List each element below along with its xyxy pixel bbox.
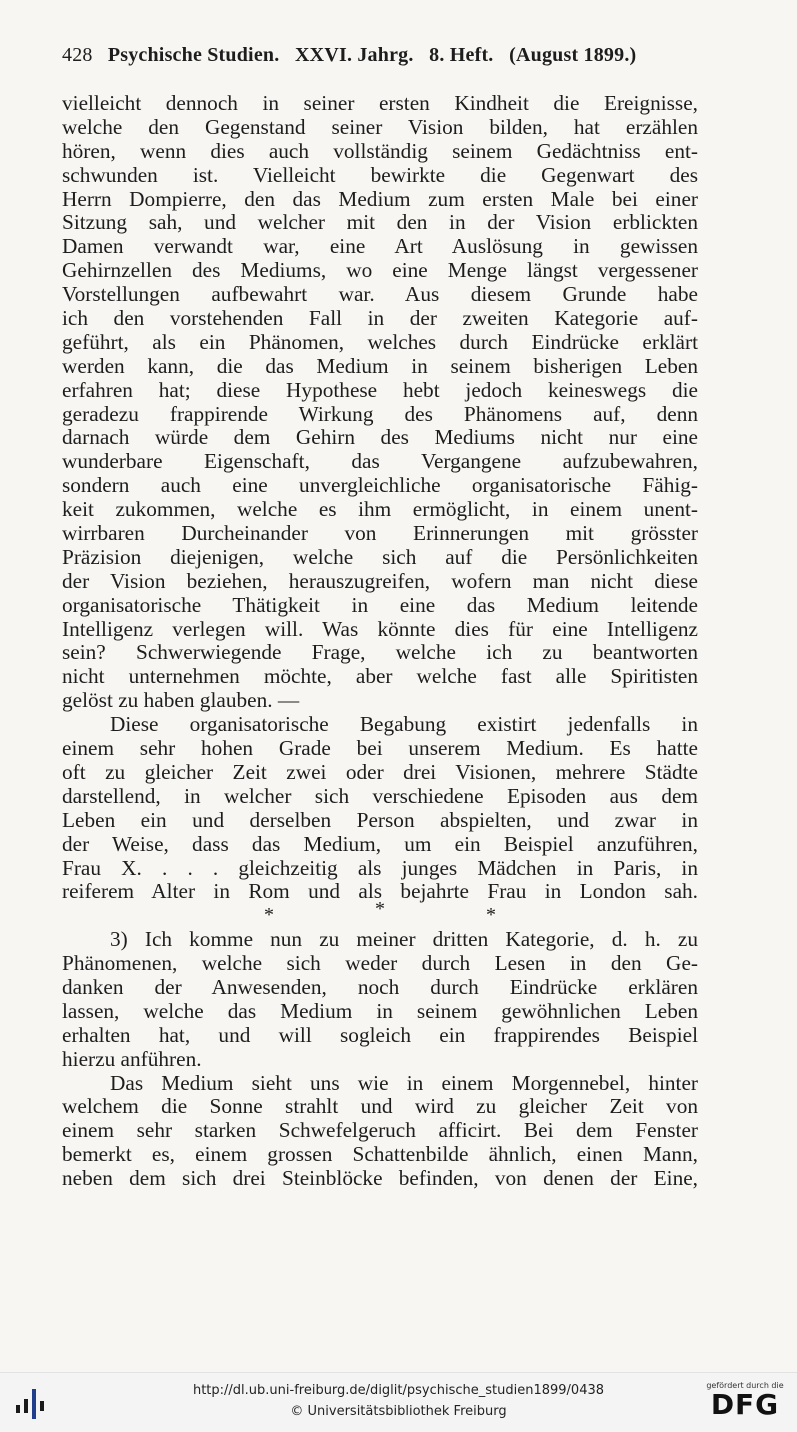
text-line: reiferem Alter in Rom und als bejahrte Frau in London sah. [62, 879, 698, 904]
page-number: 428 [62, 44, 93, 66]
text-line: welche den Gegenstand seiner Vision bilden, hat erzählen [62, 114, 698, 139]
copyright-notice: © Universitätsbibliothek Freiburg [290, 1404, 507, 1419]
volume-label: XXVI. Jahrg. [295, 44, 414, 66]
text-line: der Weise, dass das Medium, um ein Beispiel anzuführen, [62, 831, 698, 856]
issue-date: (August 1899.) [509, 44, 637, 66]
text-line: Präzision diejenigen, welche sich auf die Persönlichkeiten [62, 544, 698, 569]
text-line: bemerkt es, einem grossen Schattenbilde ähnlich, einen Mann, [62, 1142, 698, 1167]
text-line: schwunden ist. Vielleicht bewirkte die Gegenwart des [62, 162, 698, 187]
text-line: welchem die Sonne strahlt und wird zu gleicher Zeit von [62, 1094, 698, 1119]
text-line: neben dem sich drei Steinblöcke befinden, von denen der Eine, [62, 1166, 698, 1191]
text-line: wunderbare Eigenschaft, das Vergangene aufzubewahren, [62, 449, 698, 474]
section-separator [62, 898, 698, 928]
text-line: erfahren hat; diese Hypothese hebt jedoch keineswegs die [62, 377, 698, 402]
journal-title: Psychische Studien. [107, 44, 280, 66]
text-line: ich den vorstehenden Fall in der zweiten Kategorie auf- [62, 306, 698, 331]
text-line: organisatorische Thätigkeit in eine das Medium leitende [62, 592, 698, 617]
text-line: geführt, als ein Phänomen, welches durch Eindrücke erklärt [62, 329, 698, 354]
dfg-logo [700, 1381, 790, 1420]
text-line: Diese organisatorische Begabung existirt jedenfalls in [110, 712, 698, 737]
issue-label: 8. Heft. [429, 44, 494, 66]
text-line: Vorstellungen aufbewahrt war. Aus diesem Grunde habe [62, 282, 698, 307]
text-line: lassen, welche das Medium in seinem gewöhnlichen Leben [62, 998, 698, 1023]
text-line: Sitzung sah, und welcher mit den in der Vision erblickten [62, 210, 698, 235]
text-line: sein? Schwerwiegende Frage, welche ich zu beantworten [62, 640, 698, 665]
text-line: hören, wenn dies auch vollständig seinem Gedächtniss ent- [62, 138, 698, 163]
text-line: einem sehr starken Schwefelgeruch afficirt. Bei dem Fenster [62, 1118, 698, 1143]
text-line: Das Medium sieht uns wie in einem Morgennebel, hinter [110, 1070, 698, 1095]
text-line: 3) Ich komme nun zu meiner dritten Kategorie, d. h. zu [110, 927, 698, 952]
running-header [62, 44, 742, 67]
body-text [62, 92, 698, 1191]
dfg-funding-text: gefördert durch die [706, 1381, 784, 1390]
separator-asterisk: * [486, 904, 496, 927]
text-line: oft zu gleicher Zeit zwei oder drei Visionen, mehrere Städte [62, 759, 698, 784]
text-line: Herrn Dompierre, den das Medium zum ersten Male bei einer [62, 186, 698, 211]
text-line: Phänomenen, welche sich weder durch Lesen in den Ge- [62, 951, 698, 976]
separator-asterisk: * [375, 898, 385, 921]
text-line: der Vision beziehen, herauszugreifen, wofern man nicht diese [62, 568, 698, 593]
text-line: sondern auch eine unvergleichliche organisatorische Fähig- [62, 473, 698, 498]
text-line: wirrbaren Durcheinander von Erinnerungen mit grösster [62, 521, 698, 546]
text-line: darstellend, in welcher sich verschiedene Episoden aus dem [62, 783, 698, 808]
separator-asterisk: * [264, 904, 274, 927]
text-line: Frau X. . . . gleichzeitig als junges Mädchen in Paris, in [62, 855, 698, 880]
text-line: werden kann, die das Medium in seinem bisherigen Leben [62, 353, 698, 378]
text-line: Gehirnzellen des Mediums, wo eine Menge längst vergessener [62, 258, 698, 283]
text-line: Leben ein und derselben Person abspielten, und zwar in [62, 807, 698, 832]
text-line: erhalten hat, und will sogleich ein frappirendes Beispiel [62, 1022, 698, 1047]
text-line: keit zukommen, welche es ihm ermöglicht, in einem unent- [62, 497, 698, 522]
text-line: vielleicht dennoch in seiner ersten Kindheit die Ereignisse, [62, 91, 698, 115]
text-line: danken der Anwesenden, noch durch Eindrücke erklären [62, 974, 698, 999]
text-line: nicht unternehmen möchte, aber welche fast alle Spiritisten [62, 664, 698, 689]
text-line: darnach würde dem Gehirn des Mediums nicht nur eine [62, 425, 698, 450]
source-url-link[interactable]: http://dl.ub.uni-freiburg.de/diglit/psychische_studien1899/0438 [192, 1383, 605, 1398]
text-line: geradezu frappirende Wirkung des Phänomens auf, denn [62, 401, 698, 426]
text-line: hierzu anführen. [62, 1046, 202, 1071]
text-line: gelöst zu haben glauben. — [62, 688, 300, 713]
text-line: einem sehr hohen Grade bei unserem Medium. Es hatte [62, 736, 698, 761]
text-line: Intelligenz verlegen will. Was könnte dies für eine Intelligenz [62, 616, 698, 641]
dfg-wordmark: DFG [710, 1388, 780, 1421]
viewer-footer [0, 1372, 797, 1432]
text-line: Damen verwandt war, eine Art Auslösung in gewissen [62, 234, 698, 259]
